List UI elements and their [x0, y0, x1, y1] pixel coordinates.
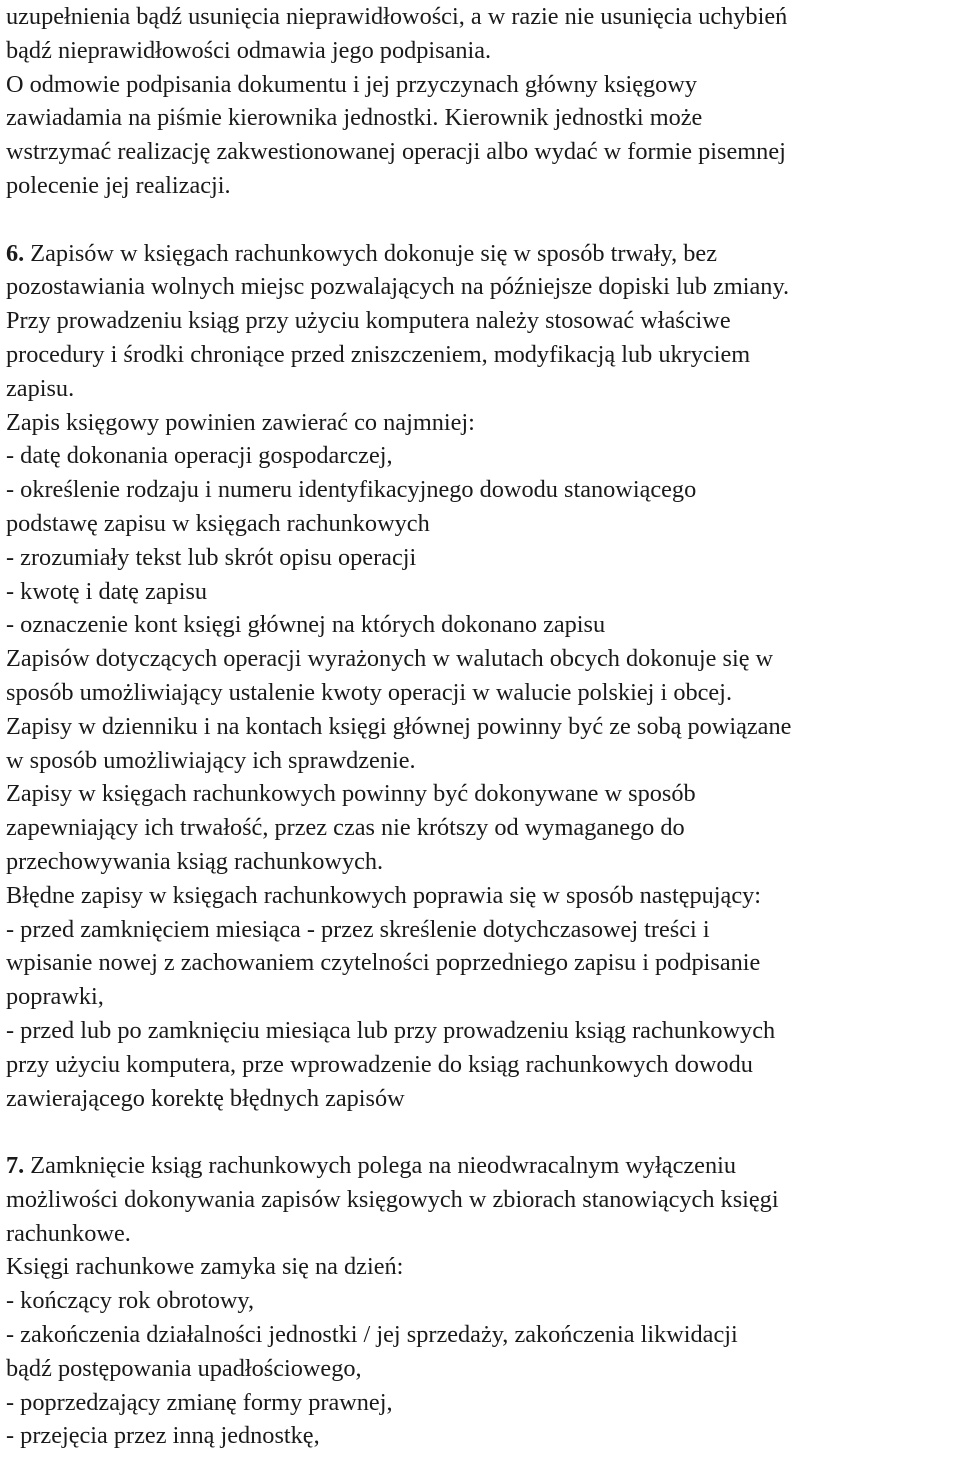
text-line: Przy prowadzeniu ksiąg przy użyciu komputera należy stosować właściwe — [6, 307, 731, 335]
paragraph-spacer — [6, 203, 956, 237]
text-line: możliwości dokonywania zapisów księgowych w zbiorach stanowiących księgi — [6, 1185, 779, 1213]
text-line: zawierającego korektę błędnych zapisów — [6, 1084, 405, 1112]
text-line: przechowywania ksiąg rachunkowych. — [6, 847, 384, 875]
list-item: - datę dokonania operacji gospodarczej, — [6, 442, 393, 470]
text-line: Zapis księgowy powinien zawierać co najmniej: — [6, 408, 475, 436]
list-item: - przed lub po zamknięciu miesiąca lub przy prowadzeniu ksiąg rachunkowych — [6, 1016, 776, 1044]
text-line: podstawę zapisu w księgach rachunkowych — [6, 509, 430, 537]
text-line: bądź postępowania upadłościowego, — [6, 1354, 362, 1382]
section-number: 7. — [6, 1152, 25, 1180]
text-line: Błędne zapisy w księgach rachunkowych poprawia się w sposób następujący: — [6, 881, 762, 909]
list-item: - oznaczenie kont księgi głównej na których dokonano zapisu — [6, 611, 606, 639]
section-6-heading-line — [6, 237, 956, 271]
text-line: wstrzymać realizację zakwestionowanej operacji albo wydać w formie pisemnej — [6, 138, 786, 166]
text-line: Księgi rachunkowe zamyka się na dzień: — [6, 1253, 404, 1281]
text-line: rachunkowe. — [6, 1219, 131, 1247]
text-line: wpisanie nowej z zachowaniem czytelności poprzedniego zapisu i podpisanie — [6, 949, 761, 977]
section-6 — [6, 237, 956, 1116]
list-item: - zakończenia działalności jednostki / jej sprzedaży, zakończenia likwidacji — [6, 1321, 738, 1349]
text-line: sposób umożliwiający ustalenie kwoty operacji w walucie polskiej i obcej. — [6, 678, 733, 706]
text-line: w sposób umożliwiający ich sprawdzenie. — [6, 746, 416, 774]
intro-paragraph — [6, 0, 956, 203]
section-7 — [6, 1149, 956, 1453]
list-item: - przejęcia przez inną jednostkę, — [6, 1422, 320, 1450]
list-item: - poprzedzający zmianę formy prawnej, — [6, 1388, 393, 1416]
section-number: 6. — [6, 239, 25, 267]
text-line: pozostawiania wolnych miejsc pozwalających na późniejsze dopiski lub zmiany. — [6, 273, 790, 301]
text-line: przy użyciu komputera, prze wprowadzenie do ksiąg rachunkowych dowodu — [6, 1050, 753, 1078]
list-item: - kończący rok obrotowy, — [6, 1287, 255, 1315]
text-line: poprawki, — [6, 983, 104, 1011]
text-line: Zapisy w dzienniku i na kontach księgi głównej powinny być ze sobą powiązane — [6, 712, 792, 740]
list-item: - kwotę i datę zapisu — [6, 577, 208, 605]
section-7-heading-line — [6, 1149, 956, 1183]
paragraph-spacer — [6, 1115, 956, 1149]
text-line: procedury i środki chroniące przed zniszczeniem, modyfikacją lub ukryciem — [6, 340, 751, 368]
text-line: Zapisów dotyczących operacji wyrażonych w walutach obcych dokonuje się w — [6, 645, 774, 673]
text-line: zapisu. — [6, 374, 75, 402]
document-page — [6, 0, 956, 1453]
text-span: Zapisów w księgach rachunkowych dokonuje się w sposób trwały, bez — [24, 239, 717, 267]
text-line: zawiadamia na piśmie kierownika jednostki. Kierownik jednostki może — [6, 104, 703, 132]
list-item: - zrozumiały tekst lub skrót opisu operacji — [6, 543, 417, 571]
text-line: uzupełnienia bądź usunięcia nieprawidłowości, a w razie nie usunięcia uchybień — [6, 3, 788, 30]
list-item: - przed zamknięciem miesiąca - przez skreślenie dotychczasowej treści i — [6, 915, 710, 943]
text-line: O odmowie podpisania dokumentu i jej przyczynach główny księgowy — [6, 70, 697, 98]
text-line: bądź nieprawidłowości odmawia jego podpisania. — [6, 36, 492, 64]
text-line: Zapisy w księgach rachunkowych powinny być dokonywane w sposób — [6, 780, 696, 808]
list-item: - określenie rodzaju i numeru identyfikacyjnego dowodu stanowiącego — [6, 476, 697, 504]
text-line: zapewniający ich trwałość, przez czas nie krótszy od wymaganego do — [6, 814, 685, 842]
text-line: polecenie jej realizacji. — [6, 171, 231, 199]
text-span: Zamknięcie ksiąg rachunkowych polega na nieodwracalnym wyłączeniu — [24, 1152, 736, 1180]
